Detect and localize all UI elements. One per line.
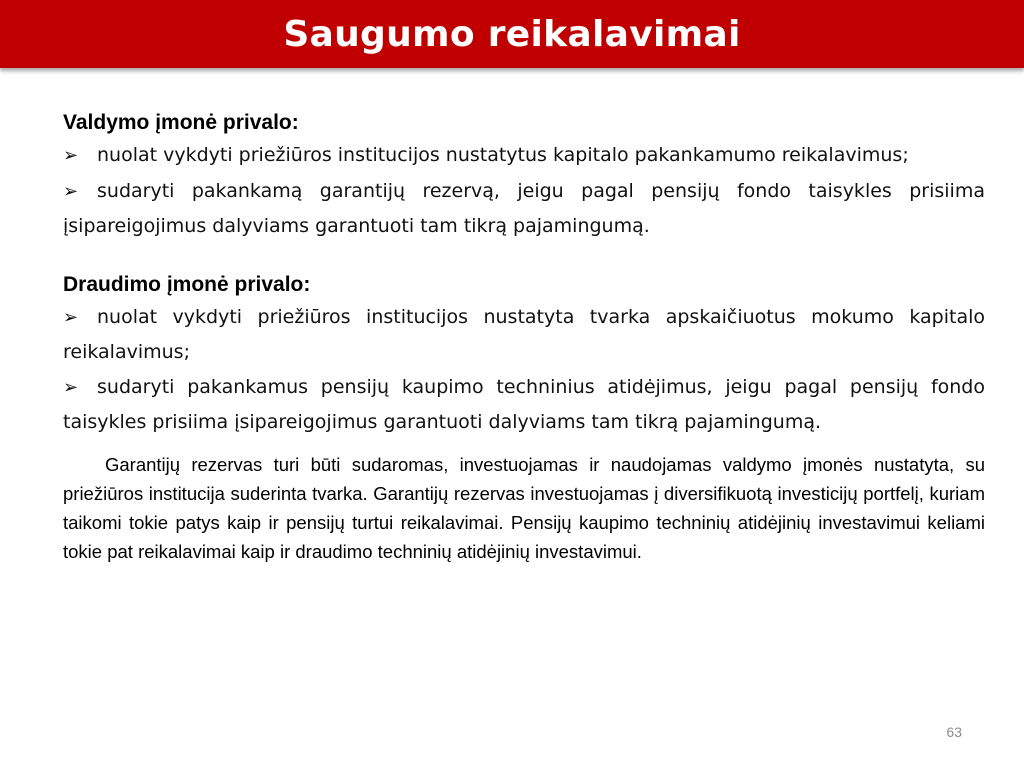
title-bar — [0, 0, 1024, 68]
bullet-item — [63, 138, 985, 174]
arrow-bullet-icon: ➢ — [63, 145, 79, 166]
section-heading-draudimo: Draudimo įmonė privalo: — [63, 272, 311, 296]
arrow-bullet-icon: ➢ — [63, 180, 79, 202]
body-paragraph: Garantijų rezervas turi būti sudaromas, investuojamas ir naudojamas valdymo įmonės nustatyta, su priežiūros institucija suderinta tvarka. Garantijų rezervas investuojamas į diversifikuotą investicijų portfelį, kuriam taikomi tokie patys kaip ir pensijų turtui reikalavimai. Pensijų kaupimo techninių atidėjinių investavimui keliami tokie pat reikalavimai kaip ir draudimo techninių atidėjinių investavimui. — [63, 453, 985, 562]
bullet-item — [63, 300, 985, 370]
arrow-bullet-icon: ➢ — [63, 376, 79, 398]
bullet-text: nuolat vykdyti priežiūros institucijos nustatytus kapitalo pakankamumo reikalavimus; — [97, 144, 909, 166]
slide-title: Saugumo reikalavimai — [283, 13, 741, 55]
bullet-text: sudaryti pakankamą garantijų rezervą, jeigu pagal pensijų fondo taisykles prisiima įsipareigojimus dalyviams garantuoti tam tikrą pajamingumą. — [63, 179, 985, 237]
bullet-text: sudaryti pakankamus pensijų kaupimo techninius atidėjimus, jeigu pagal pensijų fondo taisykles prisiima įsipareigojimus garantuoti dalyviams tam tikrą pajamingumą. — [63, 375, 985, 433]
section-heading-valdymo: Valdymo įmonė privalo: — [63, 111, 299, 134]
bullet-item — [63, 370, 985, 440]
page-number: 63 — [946, 724, 962, 740]
bullet-text: nuolat vykdyti priežiūros institucijos nustatyta tvarka apskaičiuotus mokumo kapitalo reikalavimus; — [63, 305, 985, 363]
slide-content — [63, 108, 985, 566]
arrow-bullet-icon: ➢ — [63, 306, 79, 328]
bullet-item — [63, 174, 985, 244]
spacer — [63, 244, 985, 270]
